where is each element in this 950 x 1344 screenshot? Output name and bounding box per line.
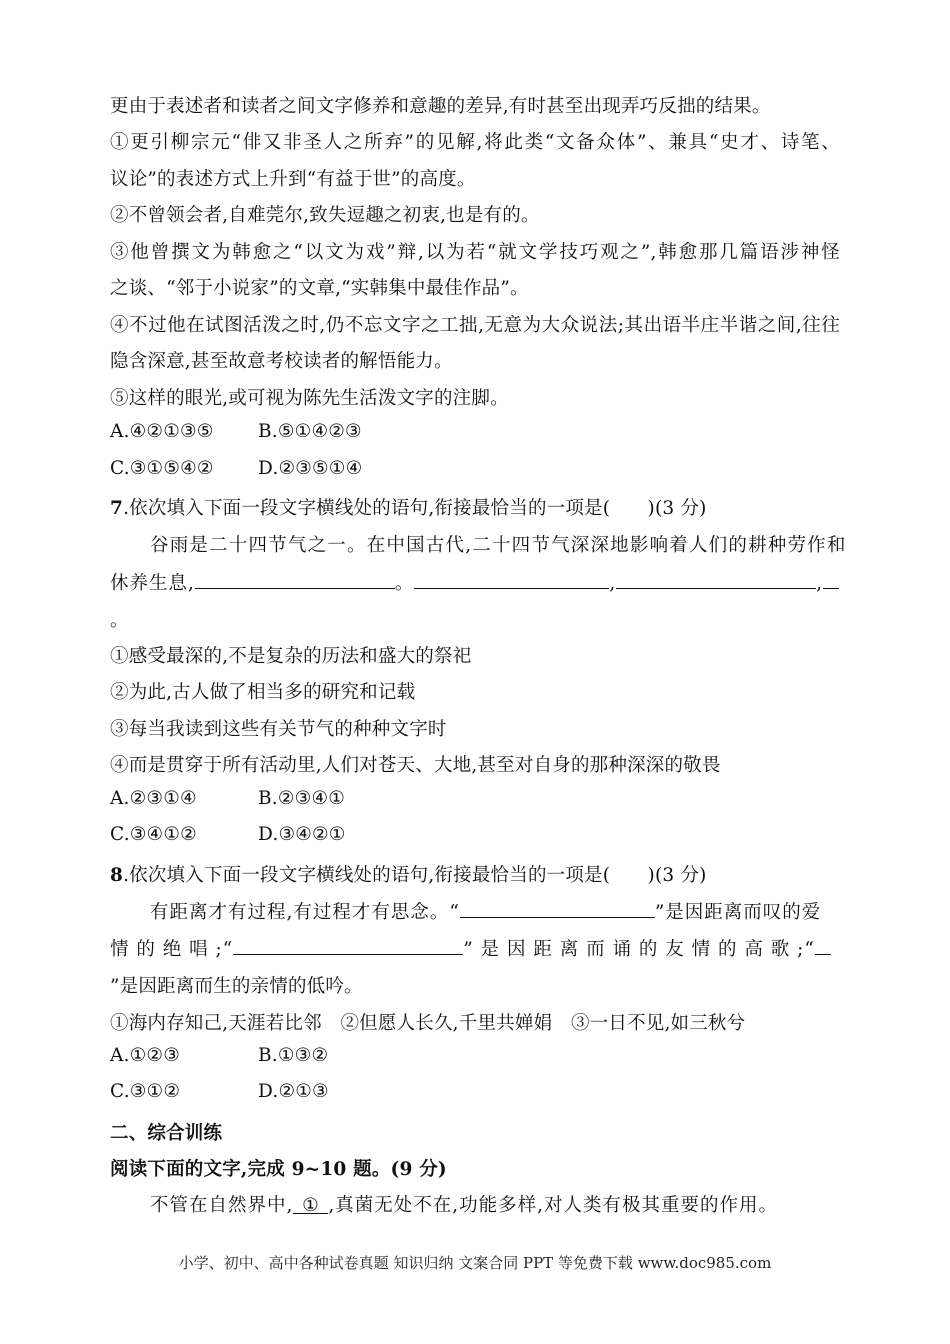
- q7-blank-1[interactable]: [195, 570, 395, 589]
- q7-blank-2[interactable]: [414, 570, 609, 589]
- sentence-3-line-2: 之谈、“邻于小说家”的文章,“实韩集中最佳作品”。: [110, 278, 529, 299]
- q8-items: ①海内存知己,天涯若比邻 ②但愿人长久,千里共婵娟 ③一日不见,如三秋兮: [110, 1013, 746, 1034]
- sentence-1-line-1: ①更引柳宗元“俳又非圣人之所弃”的见解,将此类“文备众体”、兼具“史才、诗笔、: [110, 132, 840, 153]
- q8-paragraph-line-1: [150, 898, 821, 924]
- q8-blank-2[interactable]: [233, 936, 463, 955]
- q8-option-c: C.③①②: [110, 1081, 181, 1102]
- section-2-paragraph: [150, 1191, 778, 1217]
- q7-number: 7: [110, 498, 124, 519]
- q7-paragraph-line-2: [110, 569, 839, 595]
- q7-item-2: ②为此,古人做了相当多的研究和记载: [110, 682, 416, 703]
- section-2-blank-1[interactable]: ①: [293, 1195, 328, 1214]
- q7-option-a: A.②③①④: [110, 788, 197, 809]
- q6-option-b: B.⑤①④②③: [258, 421, 362, 442]
- q7-item-1: ①感受最深的,不是复杂的历法和盛大的祭祀: [110, 646, 472, 667]
- q7-para-text-d: ,: [816, 573, 824, 594]
- q7-paragraph-line-1: 谷雨是二十四节气之一。在中国古代,二十四节气深深地影响着人们的耕种劳作和: [150, 535, 847, 556]
- q8-stem: [110, 861, 707, 887]
- q7-item-3: ③每当我读到这些有关节气的种种文字时: [110, 719, 447, 740]
- sentence-4-line-1: ④不过他在试图活泼之时,仍不忘文字之工拙,无意为大众说法;其出语半庄半谐之间,往往: [110, 315, 840, 336]
- q7-blank-4[interactable]: [823, 570, 839, 589]
- q7-option-c: C.③④①②: [110, 824, 197, 845]
- q8-paragraph-line-3: ”是因距离而生的亲情的低吟。: [110, 976, 363, 997]
- sentence-1-line-2: 议论”的表述方式上升到“有益于世”的高度。: [110, 169, 476, 190]
- section-2-text-b: ,真菌无处不在,功能多样,对人类有极其重要的作用。: [328, 1195, 779, 1216]
- q8-stem-text: .依次填入下面一段文字横线处的语句,衔接最恰当的一项是( )(3 分): [123, 865, 707, 886]
- page-footer: 小学、初中、高中各种试卷真题 知识归纳 文案合同 PPT 等免费下载 www.doc985.com: [178, 1254, 772, 1272]
- q7-option-b: B.②③④①: [258, 788, 346, 809]
- q8-option-b: B.①③②: [258, 1045, 329, 1066]
- q8-blank-1[interactable]: [460, 899, 655, 918]
- q6-option-c: C.③①⑤④②: [110, 458, 214, 479]
- sentence-2: ②不曾领会者,自难莞尔,致失逗趣之初衷,也是有的。: [110, 205, 540, 226]
- q8-para-text-a: 有距离才有过程,有过程才有思念。“: [150, 902, 460, 923]
- q8-option-d: D.②①③: [258, 1081, 329, 1102]
- q8-paragraph-line-2: [110, 935, 831, 961]
- q8-number: 8: [110, 865, 124, 886]
- q7-blank-3[interactable]: [616, 570, 816, 589]
- q7-para-text-b: 。: [394, 573, 415, 594]
- q8-blank-3[interactable]: [815, 936, 831, 955]
- section-2-instruction: 阅读下面的文字,完成 9~10 题。(9 分): [110, 1159, 447, 1180]
- q8-option-a: A.①②③: [110, 1045, 180, 1066]
- section-2-text-a: 不管在自然界中,: [150, 1195, 294, 1216]
- q8-para-text-b: ”是因距离而叹的爱: [654, 902, 822, 923]
- q8-para-text-d: ” 是 因 距 离 而 诵 的 友 情 的 高 歌 ;“: [463, 939, 815, 960]
- q7-stem: [110, 494, 707, 520]
- sentence-5: ⑤这样的眼光,或可视为陈先生活泼文字的注脚。: [110, 388, 509, 409]
- q8-para-text-c: 情 的 绝 唱 ;“: [110, 939, 234, 960]
- q7-para-text-c: ,: [609, 573, 617, 594]
- q7-item-4: ④而是贯穿于所有活动里,人们对苍天、大地,甚至对自身的那种深深的敬畏: [110, 755, 721, 776]
- section-2-title: 二、综合训练: [110, 1123, 223, 1144]
- q7-para-text-a: 休养生息,: [110, 573, 195, 594]
- q7-option-d: D.③④②①: [258, 824, 346, 845]
- q7-paragraph-end: 。: [110, 610, 129, 631]
- sentence-3-line-1: ③他曾撰文为韩愈之“以文为戏”辩,以为若“就文学技巧观之”,韩愈那几篇语涉神怪: [110, 242, 840, 263]
- passage-line-1: 更由于表述者和读者之间文字修养和意趣的差异,有时甚至出现弄巧反拙的结果。: [110, 96, 771, 117]
- q6-option-a: A.④②①③⑤: [110, 421, 214, 442]
- sentence-4-line-2: 隐含深意,甚至故意考校读者的解悟能力。: [110, 351, 453, 372]
- q6-option-d: D.②③⑤①④: [258, 458, 363, 479]
- q7-stem-text: .依次填入下面一段文字横线处的语句,衔接最恰当的一项是( )(3 分): [123, 498, 707, 519]
